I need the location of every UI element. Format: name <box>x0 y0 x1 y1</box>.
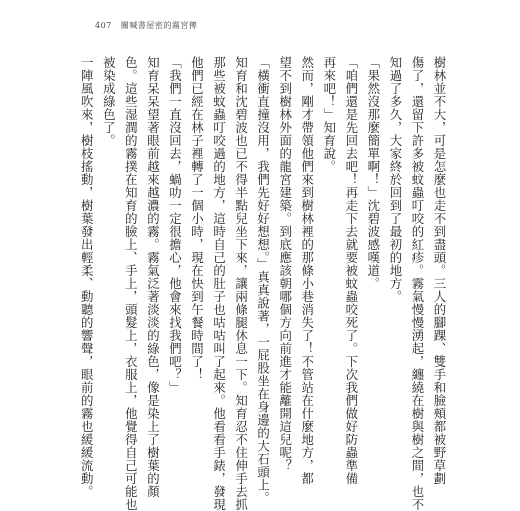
vertical-body-text <box>75 56 450 511</box>
text-line: 「橫衝直撞沒用，我們先好好想想。」真真說著，一屁股坐在身邊的大石頭上。 <box>255 56 271 505</box>
text-line: 樹林並不大，可是怎麼也走不到盡頭。三人的腳踝、雙手和臉頰都被野草劃 <box>432 56 447 485</box>
text-line: 傷了，還留下許多被蚊蟲叮咬的紅疹。霧氣慢慢湧起，纏繞在樹與樹之間，也不 <box>409 56 425 511</box>
text-line: 那些被蚊蟲叮咬過的地方，這時自己的肚子也咕咕叫了起來。他看看手錶，發現 <box>211 56 227 511</box>
text-line: 他們已經在林子裡轉了一個小時，現在快到午餐時間了！ <box>189 56 205 381</box>
text-line: 被染成綠色了。 <box>101 56 117 147</box>
text-line: 「咱們還是先回去吧！再走下去就要被蚊蟲咬死了。下次我們做好防蟲準備 <box>343 56 359 485</box>
text-line: 色。這些湿潤的霧撲在知育的臉上、手上，頭髮上，衣服上，他覺得自己可能也 <box>123 56 139 511</box>
text-line: 然而，剛才帶領他們來到樹林裡的那條小巷消失了！不管站在什麼地方，都 <box>299 56 315 485</box>
text-line: 知過了多久，大家終於回到了最初的地方。 <box>387 56 403 303</box>
text-line: 知育呆呆望著眼前越來越濃的霧。霧氣泛著淡淡的綠色，像是染上了樹葉的顏 <box>145 56 161 498</box>
running-header <box>95 20 197 31</box>
text-line: 再來吧！」知育說。 <box>321 56 337 173</box>
text-line: 「果然沒那麼簡單啊！」沈碧波感嘆道。 <box>365 56 381 290</box>
text-line: 「我們一直沒回去，蝸叻一定很擔心，他會來找我們吧？」 <box>167 56 183 394</box>
text-line: 望不到樹林外面的龍宮建築。到底應該朝哪個方向前進才能離開這兒呢？ <box>277 56 293 472</box>
running-title: 關喊書屋密的霧宮傳 <box>120 21 198 30</box>
text-line: 一陣風吹來，樹枝搖動，樹葉發出輕柔、動聽的響聲，眼前的霧也緩緩流動。 <box>79 56 95 498</box>
text-line: 知育和沈碧波也已不得半點兒坐下來，讓兩條腿休息一下。知育忍不住伸手去抓 <box>233 56 249 511</box>
page-number: 407 <box>95 21 112 30</box>
